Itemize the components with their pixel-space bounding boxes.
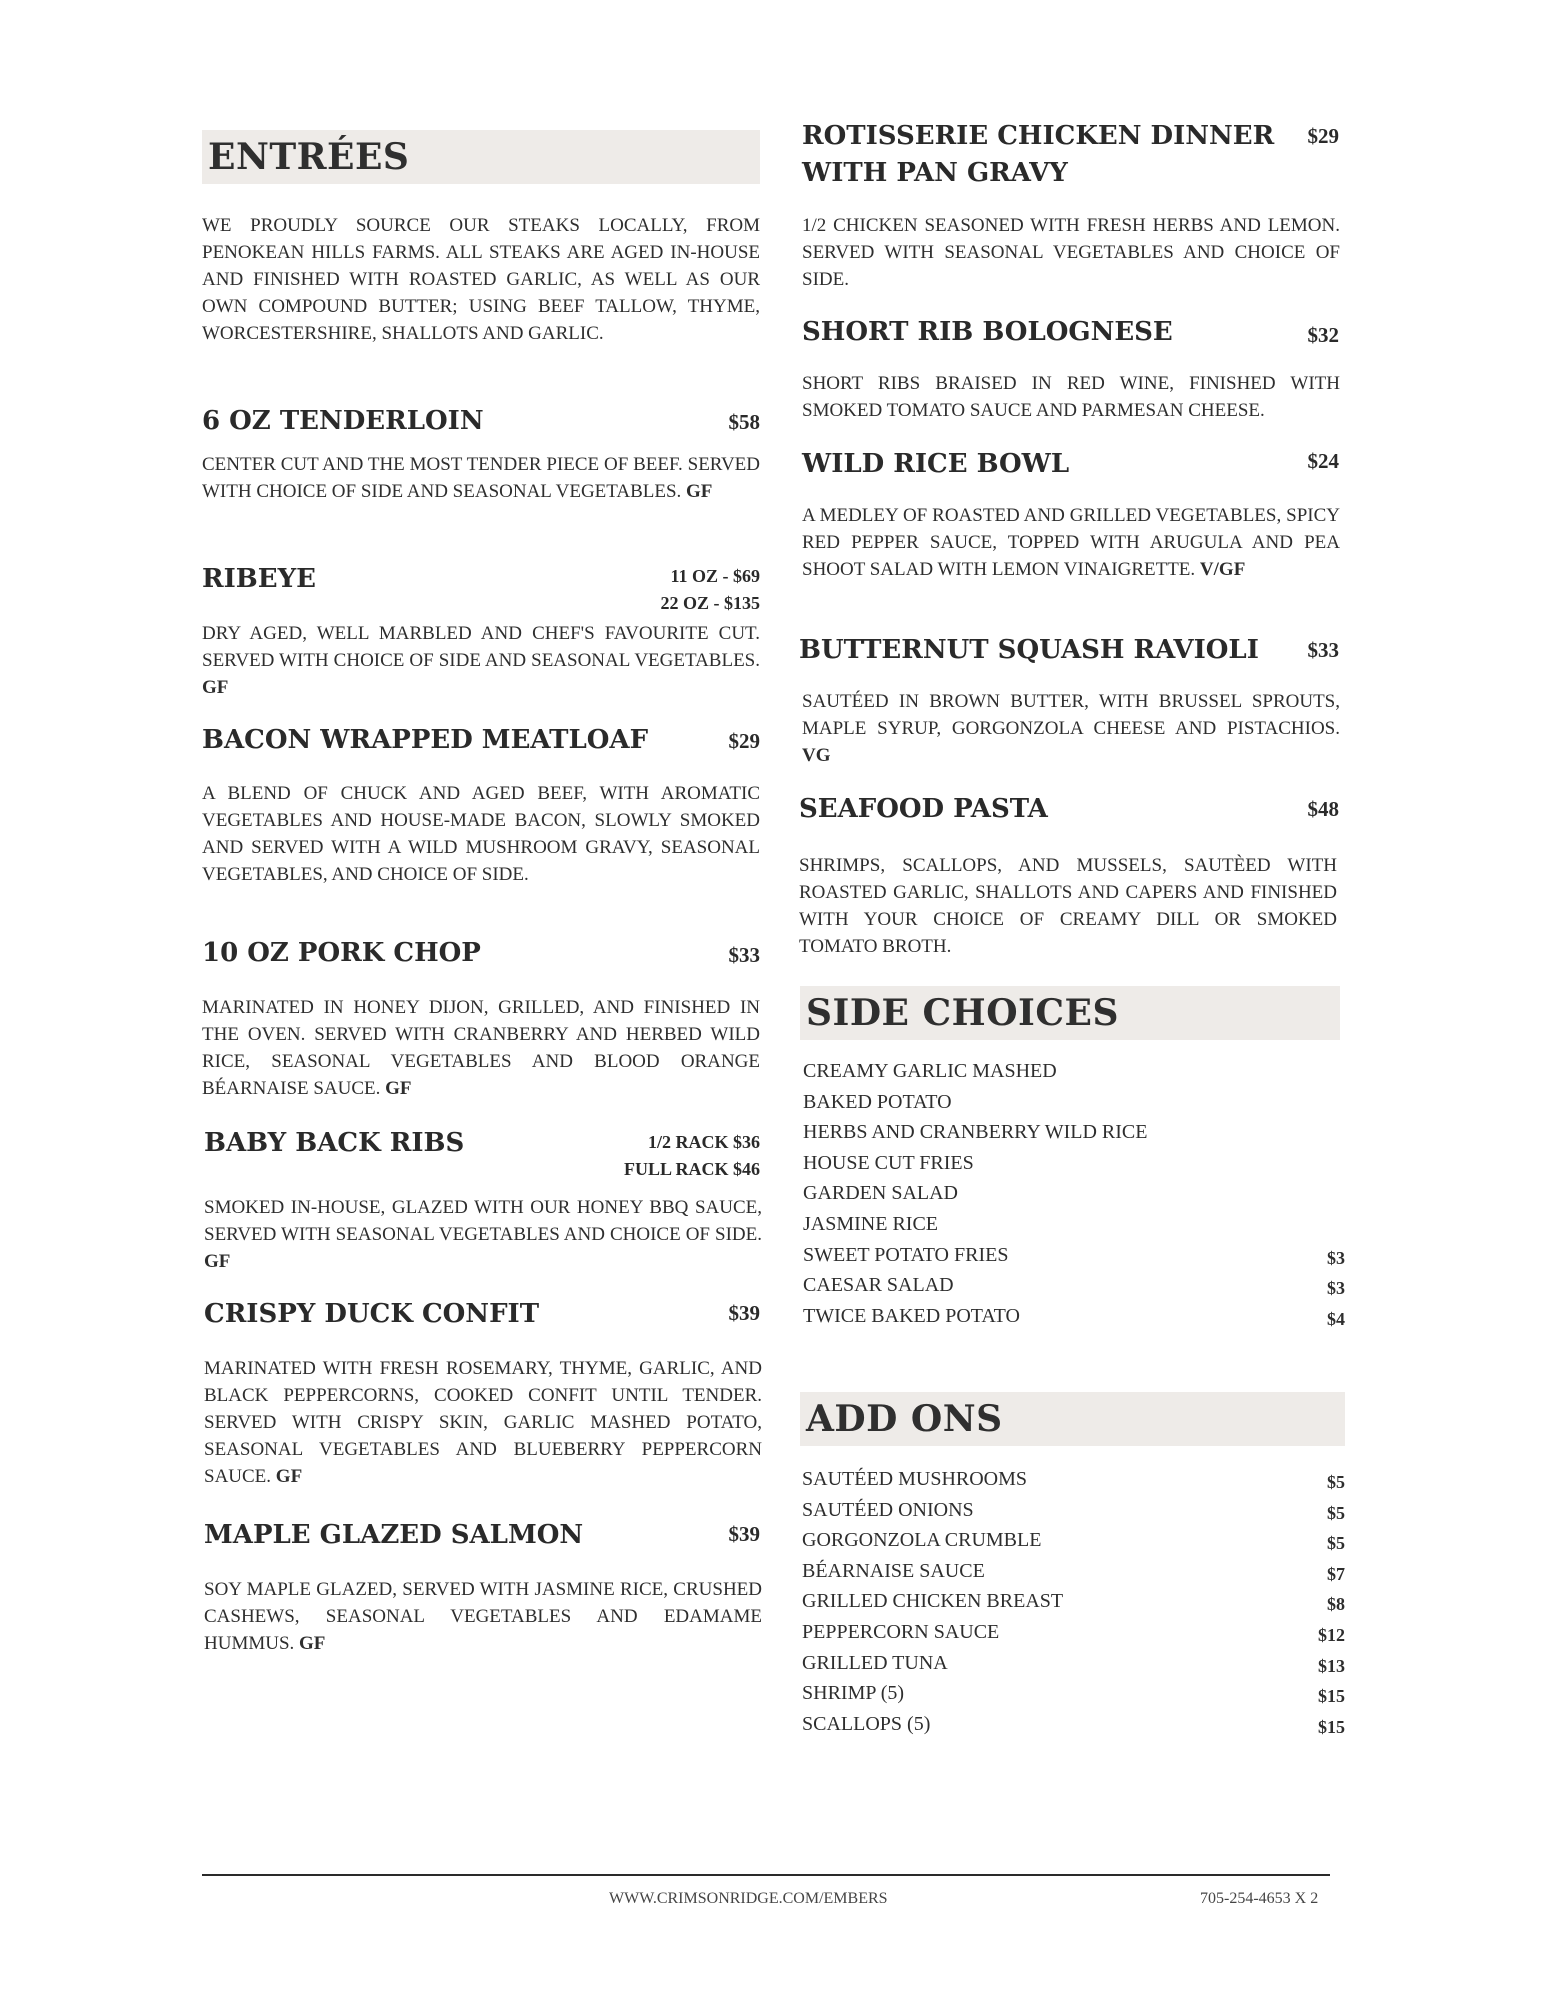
item-price: $33 <box>728 943 760 967</box>
side-choice-item-name: BAKED POTATO <box>803 1090 952 1113</box>
item-description: SAUTÉED IN BROWN BUTTER, WITH BRUSSEL SPROUTS, MAPLE SYRUP, GORGONZOLA CHEESE AND PISTACHIOS. VG <box>802 691 1340 766</box>
item-price: $33 <box>1307 638 1339 662</box>
item-price: $24 <box>1307 449 1339 473</box>
item-description: 1/2 CHICKEN SEASONED WITH FRESH HERBS AND LEMON. SERVED WITH SEASONAL VEGETABLES AND CHOICE OF SIDE. <box>802 215 1340 290</box>
item-title: WILD RICE BOWL <box>802 449 1070 479</box>
add-on-item-price: $5 <box>1327 1502 1345 1523</box>
side-choice-item <box>803 1274 1345 1304</box>
item-title: RIBEYE <box>202 564 316 594</box>
add-on-item-name: SHRIMP (5) <box>802 1682 905 1705</box>
footer-divider <box>202 1874 1330 1876</box>
dietary-tag: VG <box>802 745 831 766</box>
side-choice-item-name: HOUSE CUT FRIES <box>803 1151 974 1174</box>
add-on-item-name: SAUTÉED MUSHROOMS <box>802 1468 1028 1490</box>
footer-phone: 705-254-4653 X 2 <box>1200 1890 1319 1907</box>
item-price-secondary: 22 OZ - $135 <box>660 593 760 613</box>
add-on-item-price: $5 <box>1327 1472 1345 1492</box>
item-price-secondary: FULL RACK $46 <box>623 1159 760 1179</box>
item-title: CRISPY DUCK CONFIT <box>204 1299 540 1329</box>
add-on-item-price: $12 <box>1318 1625 1345 1645</box>
add-ons-heading: ADD ONS <box>800 1392 1345 1446</box>
add-on-item-price: $15 <box>1318 1686 1345 1707</box>
add-on-item-price: $8 <box>1327 1594 1345 1615</box>
item-price: $39 <box>728 1301 760 1325</box>
item-title: SEAFOOD PASTA <box>799 794 1048 824</box>
side-choice-item <box>803 1244 1345 1274</box>
entrees-heading: ENTRÉES <box>202 130 760 184</box>
item-price: $39 <box>728 1522 760 1546</box>
footer-website: WWW.CRIMSONRIDGE.COM/EMBERS <box>609 1890 888 1907</box>
add-on-item-price: $15 <box>1318 1716 1345 1737</box>
add-on-item <box>802 1529 1345 1559</box>
item-title: 6 OZ TENDERLOIN <box>202 406 484 436</box>
dietary-tag: GF <box>385 1078 412 1099</box>
item-price: 11 OZ - $69 <box>670 566 760 586</box>
side-choice-item-name: JASMINE RICE <box>803 1213 939 1235</box>
side-choice-item-name: TWICE BAKED POTATO <box>803 1304 1020 1327</box>
item-description: A BLEND OF CHUCK AND AGED BEEF, WITH AROMATIC VEGETABLES AND HOUSE-MADE BACON, SLOWLY SMOKED AND SERVED WITH A WILD MUSHROOM GRAVY, SEASONAL VEGETABLES, AND CHOICE OF SIDE. <box>202 783 760 885</box>
item-price: $58 <box>728 410 760 434</box>
item-price: $29 <box>728 729 760 753</box>
item-description: A MEDLEY OF ROASTED AND GRILLED VEGETABLES, SPICY RED PEPPER SAUCE, TOPPED WITH ARUGULA AND PEA SHOOT SALAD WITH LEMON VINAIGRETTE. V/GF <box>802 505 1340 580</box>
side-choice-item <box>803 1060 1345 1090</box>
add-on-item <box>802 1590 1345 1620</box>
item-title: BACON WRAPPED MEATLOAF <box>202 725 649 755</box>
item-price: $48 <box>1307 797 1339 821</box>
item-title: BABY BACK RIBS <box>204 1128 465 1158</box>
side-choice-item <box>803 1091 1345 1121</box>
item-title: SHORT RIB BOLOGNESE <box>802 317 1173 347</box>
item-description: SHRIMPS, SCALLOPS, AND MUSSELS, SAUTÈED WITH ROASTED GARLIC, SHALLOTS AND CAPERS AND FINISHED WITH YOUR CHOICE OF CREAMY DILL OR SMOKED TOMATO BROTH. <box>799 855 1337 957</box>
add-on-item <box>802 1499 1345 1529</box>
item-title: 10 OZ PORK CHOP <box>202 938 481 968</box>
side-choice-item-name: CREAMY GARLIC MASHED <box>803 1060 1057 1082</box>
dietary-tag: GF <box>202 677 229 698</box>
side-choice-item-price: $4 <box>1327 1308 1345 1329</box>
item-title-line2: WITH PAN GRAVY <box>802 158 1068 188</box>
add-on-item <box>802 1468 1345 1498</box>
add-on-item-price: $5 <box>1327 1533 1345 1554</box>
side-choice-item <box>803 1152 1345 1182</box>
add-ons-list <box>802 1468 1345 1748</box>
add-on-item-name: GRILLED CHICKEN BREAST <box>802 1590 1064 1613</box>
side-choice-item-name: CAESAR SALAD <box>803 1274 954 1297</box>
add-on-item <box>802 1652 1345 1682</box>
add-on-item-name: PEPPERCORN SAUCE <box>802 1621 1000 1643</box>
item-price: $32 <box>1307 323 1339 347</box>
add-on-item <box>802 1621 1345 1651</box>
dietary-tag: GF <box>686 481 713 502</box>
item-description: SOY MAPLE GLAZED, SERVED WITH JASMINE RICE, CRUSHED CASHEWS, SEASONAL VEGETABLES AND EDAMAME HUMMUS. GF <box>204 1579 762 1654</box>
add-on-item <box>802 1713 1345 1743</box>
item-price: 1/2 RACK $36 <box>648 1132 760 1152</box>
side-choice-item-name: GARDEN SALAD <box>803 1182 958 1205</box>
side-choice-item-price: $3 <box>1327 1278 1345 1299</box>
item-description: SHORT RIBS BRAISED IN RED WINE, FINISHED WITH SMOKED TOMATO SAUCE AND PARMESAN CHEESE. <box>802 373 1340 421</box>
add-on-item <box>802 1682 1345 1712</box>
item-title: ROTISSERIE CHICKEN DINNER <box>802 121 1275 151</box>
item-description: SMOKED IN-HOUSE, GLAZED WITH OUR HONEY BBQ SAUCE, SERVED WITH SEASONAL VEGETABLES AND CHOICE OF SIDE. GF <box>204 1197 762 1272</box>
add-on-item-name: BÉARNAISE SAUCE <box>802 1559 985 1582</box>
item-title: BUTTERNUT SQUASH RAVIOLI <box>799 635 1259 665</box>
add-on-item-price: $7 <box>1327 1563 1345 1584</box>
item-description: CENTER CUT AND THE MOST TENDER PIECE OF BEEF. SERVED WITH CHOICE OF SIDE AND SEASONAL VEGETABLES. GF <box>202 454 760 502</box>
side-choice-item <box>803 1121 1345 1151</box>
add-on-item-name: SAUTÉED ONIONS <box>802 1498 974 1521</box>
side-choice-item-name: SWEET POTATO FRIES <box>803 1243 1009 1266</box>
dietary-tag: GF <box>275 1466 303 1487</box>
add-on-item-name: SCALLOPS (5) <box>802 1712 931 1735</box>
side-choice-item-name: HERBS AND CRANBERRY WILD RICE <box>803 1121 1148 1144</box>
add-on-item-price: $13 <box>1318 1655 1345 1676</box>
item-description: DRY AGED, WELL MARBLED AND CHEF'S FAVOURITE CUT. SERVED WITH CHOICE OF SIDE AND SEASONAL VEGETABLES. GF <box>202 623 760 698</box>
add-on-item <box>802 1560 1345 1590</box>
side-choice-item <box>803 1305 1345 1335</box>
side-choice-item <box>803 1182 1345 1212</box>
item-description: MARINATED IN HONEY DIJON, GRILLED, AND FINISHED IN THE OVEN. SERVED WITH CRANBERRY AND HERBED WILD RICE, SEASONAL VEGETABLES AND BLOOD ORANGE BÉARNAISE SAUCE. GF <box>202 997 760 1099</box>
dietary-tag: V/GF <box>1199 559 1246 580</box>
add-on-item-name: GORGONZOLA CRUMBLE <box>802 1529 1042 1552</box>
side-choices-list <box>803 1060 1345 1340</box>
side-choice-item-price: $3 <box>1327 1247 1345 1268</box>
item-price: $29 <box>1307 124 1339 148</box>
add-on-item-name: GRILLED TUNA <box>802 1651 948 1674</box>
side-choice-item <box>803 1213 1345 1243</box>
dietary-tag: GF <box>204 1251 231 1272</box>
item-title: MAPLE GLAZED SALMON <box>204 1520 584 1550</box>
entrees-intro: WE PROUDLY SOURCE OUR STEAKS LOCALLY, FROM PENOKEAN HILLS FARMS. ALL STEAKS ARE AGED IN-HOUSE AND FINISHED WITH ROASTED GARLIC, AS WELL AS OUR OWN COMPOUND BUTTER; USING BEEF TALLOW, THYME, WORCESTERSHIRE, SHALLOTS AND GARLIC. <box>202 215 760 344</box>
dietary-tag: GF <box>299 1633 326 1654</box>
side-choices-heading: SIDE CHOICES <box>800 986 1340 1040</box>
item-description: MARINATED WITH FRESH ROSEMARY, THYME, GARLIC, AND BLACK PEPPERCORNS, COOKED CONFIT UNTIL TENDER. SERVED WITH CRISPY SKIN, GARLIC MASHED POTATO, SEASONAL VEGETABLES AND BLUEBERRY PEPPERCORN SAUCE. GF <box>204 1358 762 1487</box>
